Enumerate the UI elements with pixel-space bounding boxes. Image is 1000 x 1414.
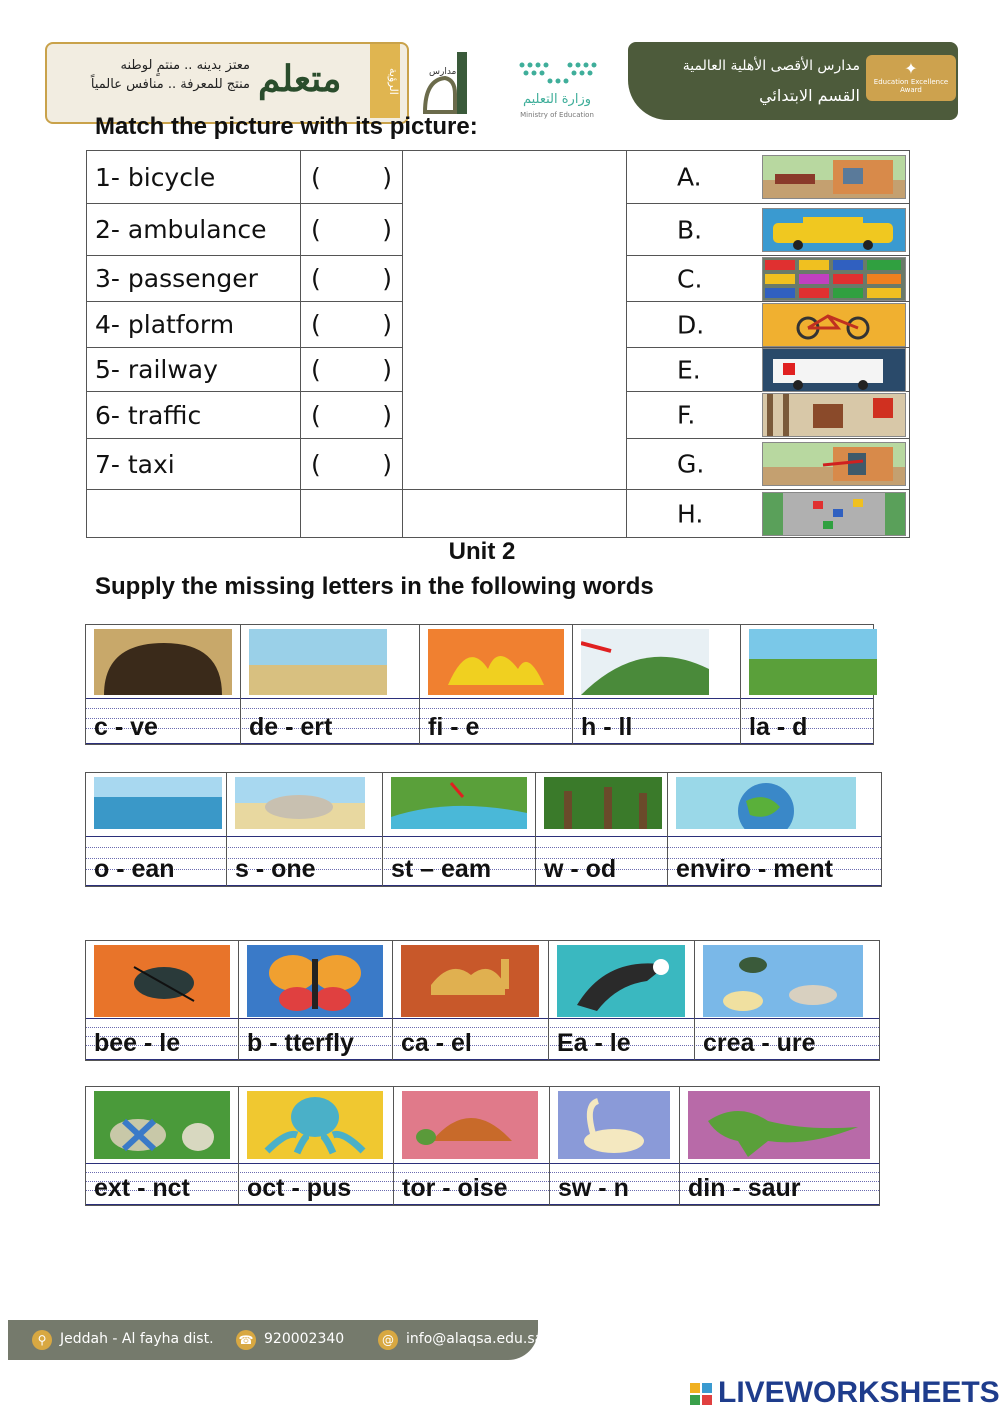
school-name: مدارس الأقصى الأهلية العالمية	[682, 58, 860, 74]
school-emblem-logo	[415, 50, 495, 120]
answer-box[interactable]: ( )	[301, 256, 403, 302]
wood-picture	[544, 777, 662, 829]
picture-option	[627, 490, 910, 538]
answer-box[interactable]: ( )	[301, 302, 403, 348]
option-letter: B.	[677, 215, 703, 244]
department-name: القسم الابتدائي	[759, 86, 860, 105]
butterfly-picture	[247, 945, 383, 1017]
word-cell	[393, 941, 549, 1060]
word-text[interactable]: bee - le	[94, 1029, 181, 1057]
word-cell	[394, 1087, 550, 1205]
traffic-jam-picture	[762, 257, 906, 301]
spacer-column	[403, 151, 627, 490]
brand-logo-text: متعلم	[258, 58, 342, 100]
camel-picture	[401, 945, 539, 1017]
word-cell	[239, 1087, 394, 1205]
passenger-train-picture	[762, 155, 906, 199]
match-word: 3- passenger	[87, 256, 301, 302]
word-cell	[383, 773, 536, 886]
picture-option	[627, 151, 910, 204]
word-cell	[86, 625, 241, 744]
matching-table	[86, 150, 910, 538]
match-word: 4- platform	[87, 302, 301, 348]
award-text: Education Excellence Award	[873, 78, 949, 94]
land-picture	[749, 629, 877, 695]
tortoise-picture	[402, 1091, 538, 1159]
beetle-picture	[94, 945, 230, 1017]
match-word: 6- traffic	[87, 392, 301, 439]
location-pin-icon: ⚲	[32, 1330, 52, 1350]
word-text[interactable]: c - ve	[94, 713, 158, 741]
octopus-picture	[247, 1091, 383, 1159]
word-grid-3	[85, 940, 880, 1061]
word-cell	[241, 625, 420, 744]
liveworksheets-logo-icon	[690, 1381, 714, 1405]
picture-option	[627, 348, 910, 392]
environment-picture	[676, 777, 856, 829]
word-text[interactable]: st – eam	[391, 855, 492, 883]
word-text[interactable]: Ea - le	[557, 1029, 631, 1057]
footer-phone: 920002340	[264, 1331, 345, 1347]
empty-answer-cell	[301, 490, 403, 538]
word-cell	[550, 1087, 680, 1205]
picture-option	[627, 256, 910, 302]
hill-picture	[581, 629, 709, 695]
ambulance-picture	[762, 348, 906, 392]
answer-box[interactable]: ( )	[301, 151, 403, 204]
word-cell	[420, 625, 573, 744]
logo2-text: وزارة التعليم	[522, 92, 592, 107]
word-text[interactable]: ext - nct	[94, 1174, 190, 1202]
header-slogan	[60, 56, 250, 94]
word-cell	[549, 941, 695, 1060]
award-badge: ✦ Education Excellence Award	[866, 55, 956, 101]
platform-picture	[762, 393, 906, 437]
match-word: 1- bicycle	[87, 151, 301, 204]
word-text[interactable]: la - d	[749, 713, 808, 741]
ocean-picture	[94, 777, 222, 829]
option-letter: C.	[677, 264, 703, 293]
stream-picture	[391, 777, 527, 829]
vision-tag: الرؤية	[370, 44, 400, 118]
word-grid-1	[85, 624, 874, 745]
logo2-subtext: Ministry of Education	[520, 111, 594, 119]
word-text[interactable]: de - ert	[249, 713, 333, 741]
word-text[interactable]: oct - pus	[247, 1174, 352, 1202]
option-letter: D.	[677, 310, 705, 339]
option-letter: E.	[677, 355, 701, 384]
word-text[interactable]: s - one	[235, 855, 316, 883]
word-text[interactable]: sw - n	[558, 1174, 629, 1202]
word-cell	[536, 773, 668, 886]
word-cell	[227, 773, 383, 886]
answer-box[interactable]: ( )	[301, 439, 403, 490]
word-cell	[695, 941, 879, 1060]
word-cell	[668, 773, 881, 886]
word-text[interactable]: crea - ure	[703, 1029, 816, 1057]
cave-picture	[94, 629, 232, 695]
fire-picture	[428, 629, 564, 695]
word-cell	[239, 941, 393, 1060]
taxi-picture	[762, 208, 906, 252]
match-title: Match the picture with its picture:	[95, 113, 478, 140]
stone-picture	[235, 777, 365, 829]
picture-option	[627, 439, 910, 490]
eagle-picture	[557, 945, 685, 1017]
match-word: 5- railway	[87, 348, 301, 392]
word-text[interactable]: h - ll	[581, 713, 633, 741]
unit-heading: Unit 2	[448, 538, 516, 565]
slogan-line-1: معتز بدينه .. منتمٍ لوطنه	[120, 58, 250, 73]
picture-option	[627, 302, 910, 348]
word-text[interactable]: fi - e	[428, 713, 480, 741]
answer-box[interactable]: ( )	[301, 392, 403, 439]
passenger-picture	[762, 442, 906, 486]
empty-word-cell	[87, 490, 301, 538]
word-cell	[86, 941, 239, 1060]
answer-box[interactable]: ( )	[301, 204, 403, 256]
word-cell	[680, 1087, 879, 1205]
word-grid-4	[85, 1086, 880, 1206]
word-text[interactable]: enviro - ment	[676, 855, 833, 883]
creature-picture	[703, 945, 863, 1017]
word-cell	[86, 1087, 239, 1205]
dinosaur-picture	[688, 1091, 870, 1159]
railway-road-picture	[762, 492, 906, 536]
word-text[interactable]: din - saur	[688, 1174, 801, 1202]
phone-icon: ☎	[236, 1330, 256, 1350]
desert-picture	[249, 629, 387, 695]
word-text[interactable]: w - od	[544, 855, 617, 883]
match-word: 7- taxi	[87, 439, 301, 490]
footer-email[interactable]: info@alaqsa.edu.sa	[406, 1331, 544, 1347]
picture-option	[627, 204, 910, 256]
option-letter: H.	[677, 499, 704, 528]
word-text[interactable]: ca - el	[401, 1029, 472, 1057]
spacer-cell	[403, 490, 627, 538]
picture-option	[627, 392, 910, 439]
ministry-logo	[510, 55, 605, 120]
option-letter: A.	[677, 162, 702, 192]
word-cell	[86, 773, 227, 886]
footer-location: Jeddah - Al fayha dist.	[60, 1331, 214, 1347]
swan-picture	[558, 1091, 670, 1159]
option-letter: G.	[677, 449, 705, 479]
word-text[interactable]: o - ean	[94, 855, 175, 883]
extinct-picture	[94, 1091, 230, 1159]
liveworksheets-watermark: LIVEWORKSHEETS	[718, 1376, 1000, 1409]
word-grid-2	[85, 772, 882, 887]
word-cell	[573, 625, 741, 744]
match-word: 2- ambulance	[87, 204, 301, 256]
word-cell	[741, 625, 873, 744]
email-icon: @	[378, 1330, 398, 1350]
logo1-text: مدارس	[429, 67, 457, 77]
bicycle-picture	[762, 303, 906, 347]
word-text[interactable]: b - tterfly	[247, 1029, 354, 1057]
word-text[interactable]: tor - oise	[402, 1174, 508, 1202]
option-letter: F.	[677, 400, 696, 430]
answer-box[interactable]: ( )	[301, 348, 403, 392]
slogan-line-2: منتج للمعرفة .. منافس عالمياً	[90, 77, 250, 92]
instruction-text: Supply the missing letters in the following words	[95, 573, 654, 600]
